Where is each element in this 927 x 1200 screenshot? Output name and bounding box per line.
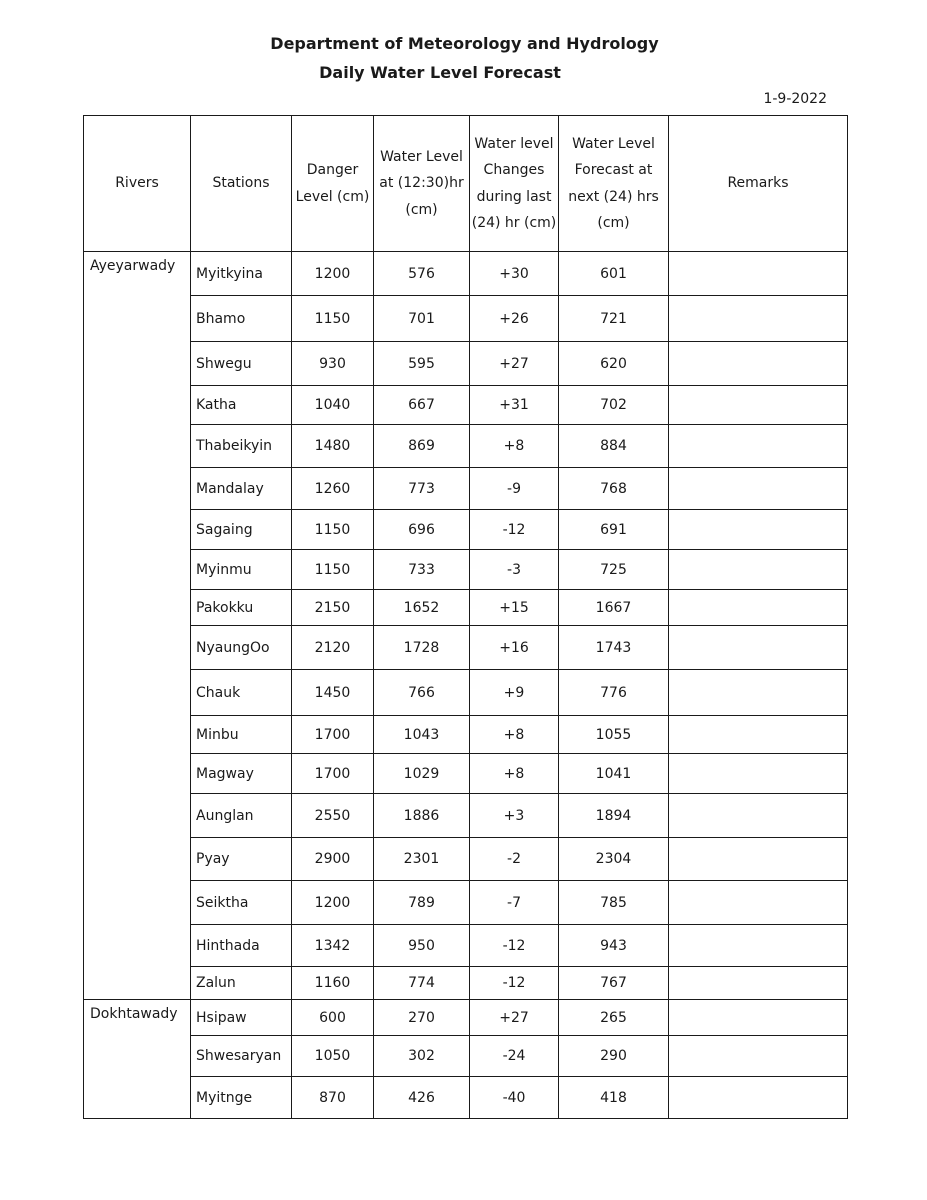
change-cell: +27 — [470, 1000, 559, 1036]
forecast-cell: 1041 — [559, 754, 669, 794]
remarks-cell — [669, 252, 848, 296]
forecast-cell: 691 — [559, 510, 669, 550]
station-cell: Katha — [191, 386, 292, 425]
forecast-cell: 767 — [559, 967, 669, 1000]
table-row — [84, 252, 848, 296]
org-title: Department of Meteorology and Hydrology — [270, 34, 659, 53]
forecast-cell: 620 — [559, 342, 669, 386]
forecast-cell: 768 — [559, 468, 669, 510]
table-row — [84, 754, 848, 794]
table-row — [84, 925, 848, 967]
remarks-cell — [669, 670, 848, 716]
water-level-cell: 2301 — [374, 838, 470, 881]
forecast-cell: 265 — [559, 1000, 669, 1036]
remarks-cell — [669, 468, 848, 510]
danger-level-cell: 930 — [292, 342, 374, 386]
danger-level-cell: 1150 — [292, 296, 374, 342]
water-level-cell: 270 — [374, 1000, 470, 1036]
water-level-cell: 766 — [374, 670, 470, 716]
change-cell: +3 — [470, 794, 559, 838]
forecast-cell: 1894 — [559, 794, 669, 838]
danger-level-cell: 1040 — [292, 386, 374, 425]
danger-level-cell: 1150 — [292, 550, 374, 590]
change-cell: +27 — [470, 342, 559, 386]
table-row — [84, 590, 848, 626]
forecast-cell: 785 — [559, 881, 669, 925]
station-cell: NyaungOo — [191, 626, 292, 670]
water-level-table — [83, 115, 848, 1119]
danger-level-cell: 1050 — [292, 1036, 374, 1077]
remarks-cell — [669, 550, 848, 590]
change-cell: +8 — [470, 754, 559, 794]
station-cell: Hinthada — [191, 925, 292, 967]
remarks-cell — [669, 881, 848, 925]
remarks-cell — [669, 716, 848, 754]
water-level-cell: 773 — [374, 468, 470, 510]
change-cell: -2 — [470, 838, 559, 881]
table-row — [84, 550, 848, 590]
forecast-cell: 725 — [559, 550, 669, 590]
water-level-cell: 733 — [374, 550, 470, 590]
col-header-water-level: Water Level at (12:30)hr (cm) — [374, 116, 470, 252]
table-row — [84, 716, 848, 754]
remarks-cell — [669, 754, 848, 794]
remarks-cell — [669, 386, 848, 425]
forecast-cell: 2304 — [559, 838, 669, 881]
station-cell: Shwegu — [191, 342, 292, 386]
forecast-cell: 418 — [559, 1077, 669, 1119]
change-cell: -7 — [470, 881, 559, 925]
report-date: 1-9-2022 — [763, 91, 827, 107]
change-cell: +8 — [470, 716, 559, 754]
water-level-cell: 302 — [374, 1036, 470, 1077]
danger-level-cell: 1150 — [292, 510, 374, 550]
remarks-cell — [669, 1077, 848, 1119]
station-cell: Sagaing — [191, 510, 292, 550]
remarks-cell — [669, 838, 848, 881]
river-cell: Dokhtawady — [84, 1000, 191, 1119]
table-row — [84, 342, 848, 386]
danger-level-cell: 1342 — [292, 925, 374, 967]
water-level-cell: 576 — [374, 252, 470, 296]
col-header-remarks: Remarks — [669, 116, 848, 252]
change-cell: -3 — [470, 550, 559, 590]
table-row — [84, 468, 848, 510]
station-cell: Aunglan — [191, 794, 292, 838]
table-row — [84, 386, 848, 425]
change-cell: +26 — [470, 296, 559, 342]
river-cell: Ayeyarwady — [84, 252, 191, 1000]
change-cell: -40 — [470, 1077, 559, 1119]
table-row — [84, 670, 848, 716]
col-header-changes: Water level Changes during last (24) hr (cm) — [470, 116, 559, 252]
change-cell: +31 — [470, 386, 559, 425]
remarks-cell — [669, 794, 848, 838]
station-cell: Mandalay — [191, 468, 292, 510]
change-cell: +9 — [470, 670, 559, 716]
station-cell: Myitkyina — [191, 252, 292, 296]
table-row — [84, 1000, 848, 1036]
danger-level-cell: 600 — [292, 1000, 374, 1036]
forecast-cell: 601 — [559, 252, 669, 296]
water-level-cell: 950 — [374, 925, 470, 967]
station-cell: Minbu — [191, 716, 292, 754]
water-level-cell: 426 — [374, 1077, 470, 1119]
water-level-cell: 667 — [374, 386, 470, 425]
water-level-cell: 774 — [374, 967, 470, 1000]
table-row — [84, 510, 848, 550]
remarks-cell — [669, 1036, 848, 1077]
danger-level-cell: 1450 — [292, 670, 374, 716]
col-header-rivers: Rivers — [84, 116, 191, 252]
remarks-cell — [669, 1000, 848, 1036]
forecast-cell: 1743 — [559, 626, 669, 670]
station-cell: Thabeikyin — [191, 425, 292, 468]
remarks-cell — [669, 425, 848, 468]
table-row — [84, 425, 848, 468]
header-row — [84, 116, 848, 252]
station-cell: Pakokku — [191, 590, 292, 626]
remarks-cell — [669, 296, 848, 342]
table-body — [84, 252, 848, 1119]
remarks-cell — [669, 925, 848, 967]
danger-level-cell: 2150 — [292, 590, 374, 626]
table-row — [84, 881, 848, 925]
water-level-cell: 1029 — [374, 754, 470, 794]
danger-level-cell: 2550 — [292, 794, 374, 838]
water-level-cell: 1043 — [374, 716, 470, 754]
danger-level-cell: 1260 — [292, 468, 374, 510]
table-row — [84, 794, 848, 838]
station-cell: Seiktha — [191, 881, 292, 925]
table-row — [84, 1077, 848, 1119]
water-level-cell: 1652 — [374, 590, 470, 626]
table-row — [84, 296, 848, 342]
remarks-cell — [669, 510, 848, 550]
change-cell: -12 — [470, 967, 559, 1000]
forecast-cell: 943 — [559, 925, 669, 967]
danger-level-cell: 2120 — [292, 626, 374, 670]
change-cell: -9 — [470, 468, 559, 510]
station-cell: Magway — [191, 754, 292, 794]
change-cell: +8 — [470, 425, 559, 468]
station-cell: Shwesaryan — [191, 1036, 292, 1077]
station-cell: Chauk — [191, 670, 292, 716]
station-cell: Bhamo — [191, 296, 292, 342]
remarks-cell — [669, 590, 848, 626]
change-cell: +16 — [470, 626, 559, 670]
forecast-cell: 1055 — [559, 716, 669, 754]
table-row — [84, 838, 848, 881]
station-cell: Myitnge — [191, 1077, 292, 1119]
change-cell: -12 — [470, 925, 559, 967]
danger-level-cell: 1700 — [292, 716, 374, 754]
remarks-cell — [669, 626, 848, 670]
col-header-stations: Stations — [191, 116, 292, 252]
water-level-cell: 701 — [374, 296, 470, 342]
forecast-cell: 721 — [559, 296, 669, 342]
change-cell: +30 — [470, 252, 559, 296]
forecast-cell: 776 — [559, 670, 669, 716]
danger-level-cell: 1700 — [292, 754, 374, 794]
danger-level-cell: 2900 — [292, 838, 374, 881]
change-cell: +15 — [470, 590, 559, 626]
water-level-cell: 1886 — [374, 794, 470, 838]
report-title: Daily Water Level Forecast — [319, 63, 561, 82]
station-cell: Pyay — [191, 838, 292, 881]
station-cell: Myinmu — [191, 550, 292, 590]
danger-level-cell: 870 — [292, 1077, 374, 1119]
water-level-cell: 595 — [374, 342, 470, 386]
forecast-cell: 702 — [559, 386, 669, 425]
water-level-cell: 869 — [374, 425, 470, 468]
table-row — [84, 967, 848, 1000]
table-row — [84, 1036, 848, 1077]
water-level-cell: 1728 — [374, 626, 470, 670]
danger-level-cell: 1200 — [292, 881, 374, 925]
station-cell: Hsipaw — [191, 1000, 292, 1036]
danger-level-cell: 1200 — [292, 252, 374, 296]
danger-level-cell: 1480 — [292, 425, 374, 468]
remarks-cell — [669, 342, 848, 386]
danger-level-cell: 1160 — [292, 967, 374, 1000]
water-level-cell: 696 — [374, 510, 470, 550]
table-row — [84, 626, 848, 670]
col-header-forecast: Water Level Forecast at next (24) hrs (cm) — [559, 116, 669, 252]
remarks-cell — [669, 967, 848, 1000]
change-cell: -24 — [470, 1036, 559, 1077]
forecast-cell: 884 — [559, 425, 669, 468]
forecast-cell: 1667 — [559, 590, 669, 626]
forecast-cell: 290 — [559, 1036, 669, 1077]
change-cell: -12 — [470, 510, 559, 550]
col-header-danger-level: Danger Level (cm) — [292, 116, 374, 252]
water-level-cell: 789 — [374, 881, 470, 925]
station-cell: Zalun — [191, 967, 292, 1000]
